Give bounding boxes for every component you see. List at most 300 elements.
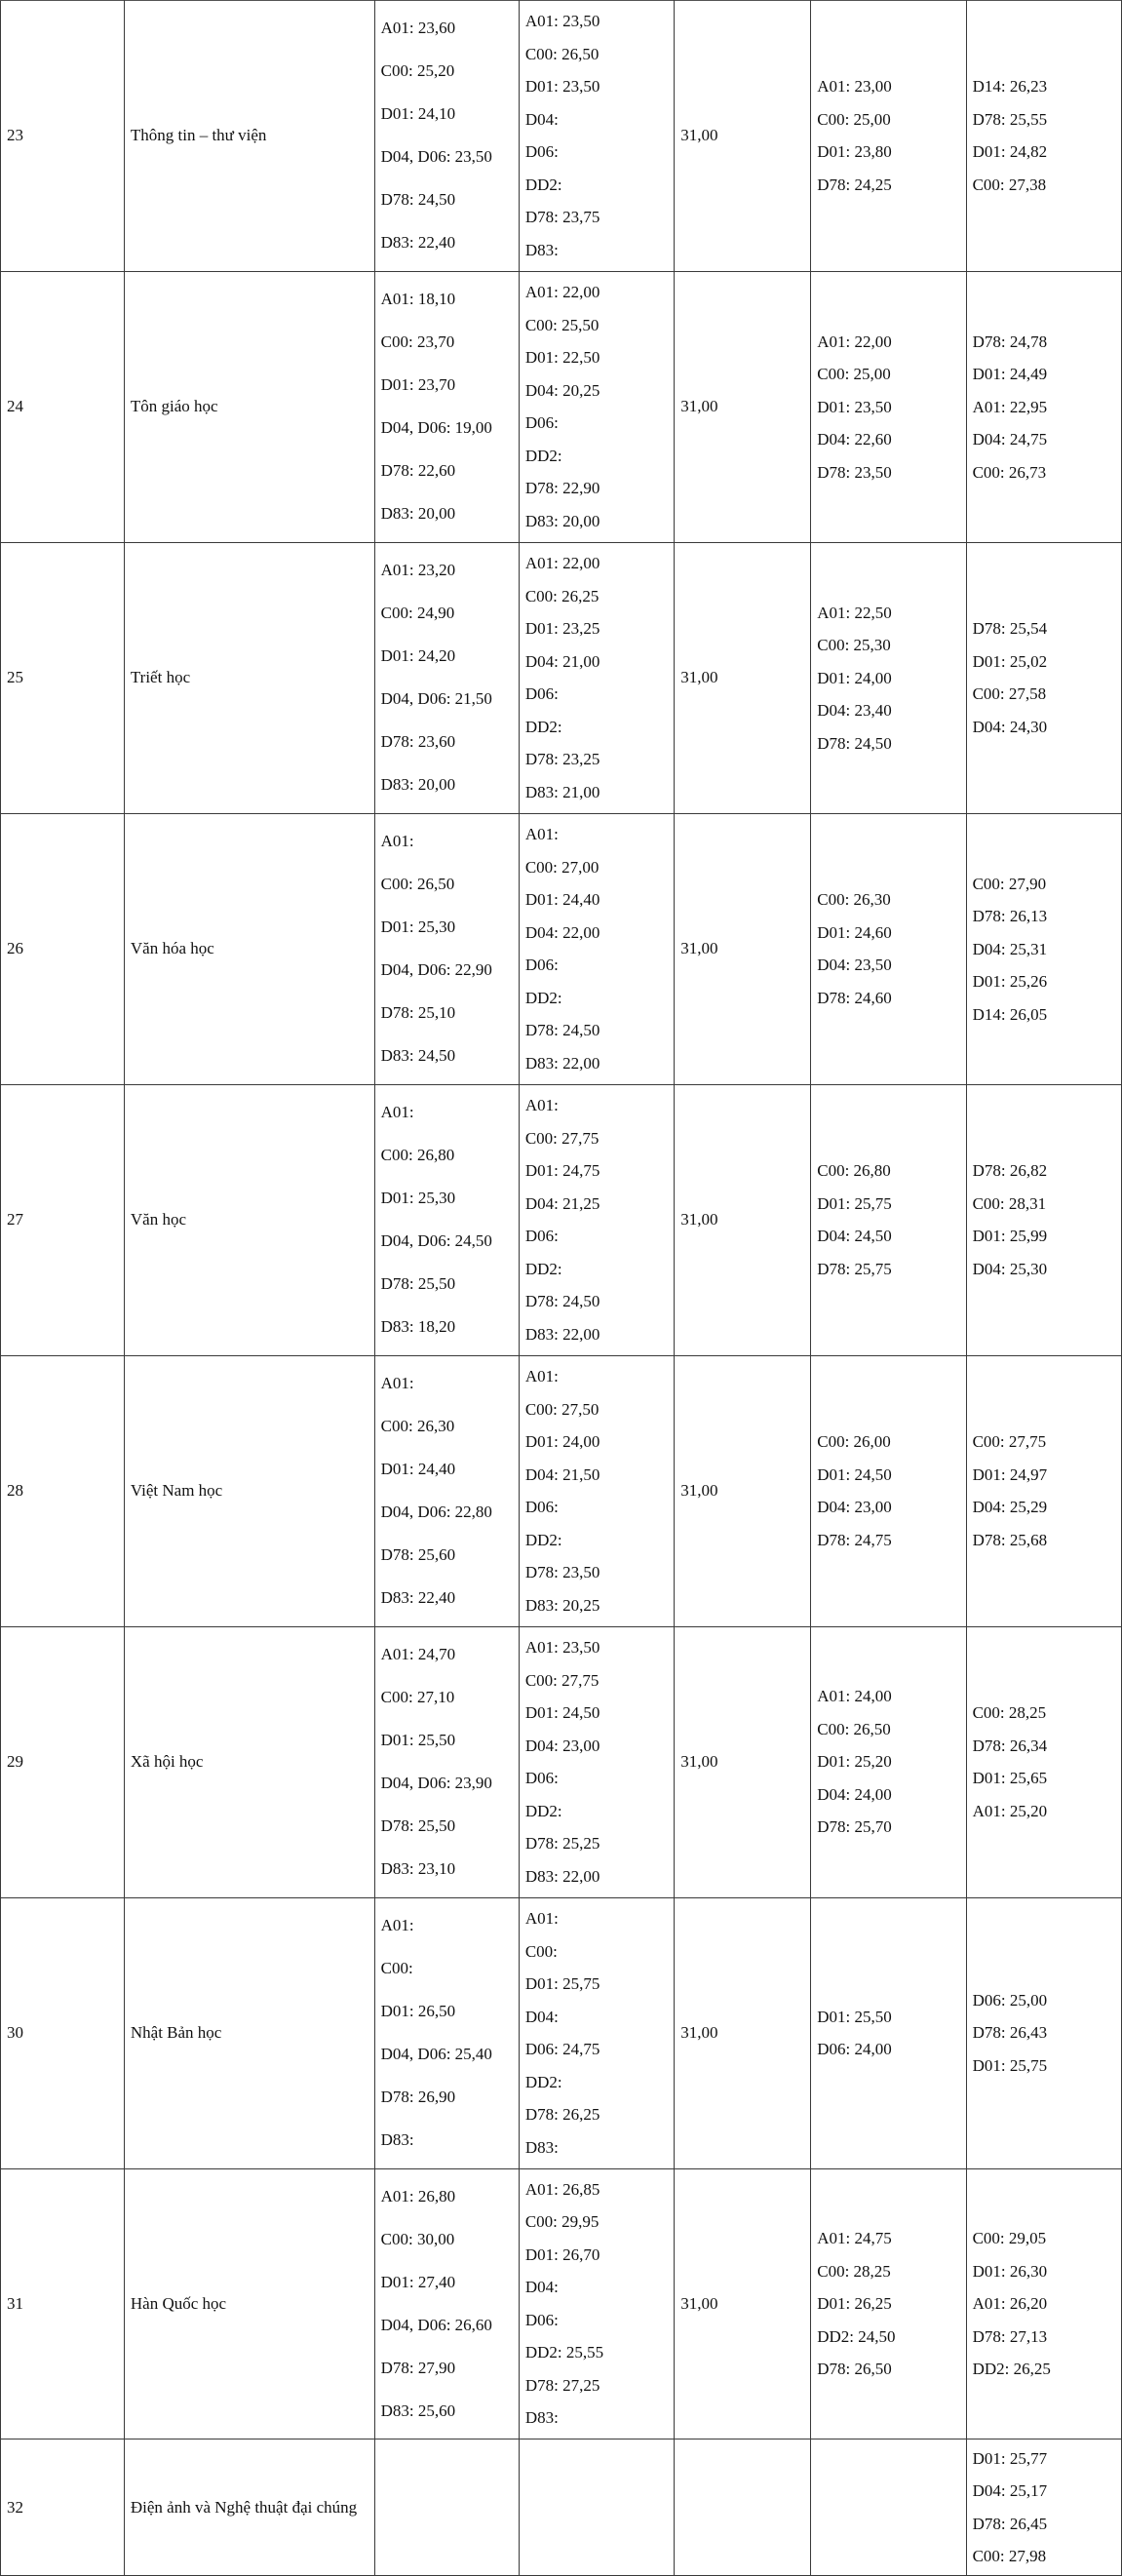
score-entry: A01: 22,50 [817, 603, 892, 622]
score-entry: D78: 24,50 [380, 190, 456, 210]
stt-cell [1, 271, 125, 542]
col-e-cell-list [973, 1697, 1115, 1827]
score-entry: C00: 27,90 [972, 874, 1047, 893]
col-e-cell-list [973, 326, 1115, 489]
col-d-cell [811, 1897, 966, 2168]
score-entry: D01: 22,50 [524, 348, 600, 368]
col-d-cell [811, 1084, 966, 1355]
score-entry: D01: 25,50 [817, 2007, 892, 2026]
score-entry: A01: 23,20 [380, 561, 456, 580]
score-entry: D78: 25,70 [817, 1817, 892, 1837]
score-entry: C00: 29,05 [972, 2229, 1047, 2248]
table-row [1, 1897, 1122, 2168]
col-c-cell [675, 1626, 811, 1897]
col-d-cell [811, 2168, 966, 2439]
score-entry: D06: [524, 684, 559, 704]
score-entry: D04, D06: 22,80 [380, 1503, 492, 1522]
score-entry: D14: 26,05 [972, 1004, 1048, 1024]
score-entry: A01: 22,95 [972, 397, 1048, 416]
score-entry: D83: 20,00 [524, 511, 600, 530]
score-entry: C00: 28,25 [817, 2261, 891, 2281]
score-entry: D06: [524, 142, 559, 162]
col-e-cell-list [973, 2442, 1115, 2573]
major-name-cell [124, 271, 374, 542]
col-d-cell-list [817, 1680, 959, 1844]
col-c-cell [675, 2168, 811, 2439]
score-entry: DD2: [524, 1801, 562, 1820]
col-b-cell [519, 1626, 674, 1897]
score-entry: D04, D06: 23,90 [380, 1774, 492, 1793]
table-row [1, 2168, 1122, 2439]
score-entry: DD2: [524, 1259, 562, 1278]
col-a-cell [374, 542, 519, 813]
score-entry: D01: 25,75 [972, 2055, 1048, 2075]
score-entry: C00: 25,00 [817, 109, 891, 129]
score-entry: D78: 27,25 [524, 2375, 600, 2395]
table-row [1, 542, 1122, 813]
score-entry: D04: 25,31 [972, 939, 1048, 958]
score-entry: D78: 25,10 [380, 1003, 456, 1023]
col-c-cell [675, 1084, 811, 1355]
score-entry: D78: 24,60 [817, 988, 892, 1007]
score-entry: C00: 26,30 [817, 890, 891, 910]
score-entry: A01: 26,20 [972, 2294, 1048, 2314]
score-entry: DD2: 24,50 [817, 2326, 896, 2346]
major-name: Nhật Bản học [130, 2023, 222, 2043]
col-e-cell-list [973, 1425, 1115, 1556]
table-row [1, 271, 1122, 542]
col-a-cell-list [381, 1362, 513, 1620]
stt-cell [1, 542, 125, 813]
score-entry: D83: 20,00 [380, 775, 456, 795]
score-entry: D01: 24,97 [972, 1464, 1048, 1484]
score-entry: D83: 20,25 [524, 1595, 600, 1615]
score-entry: D78: 27,90 [380, 2358, 456, 2377]
col-b-cell [519, 1897, 674, 2168]
col-a-cell-list [381, 1904, 513, 2162]
col-b-cell-list [525, 5, 668, 266]
col-c-value: 31,00 [680, 939, 718, 958]
score-entry: D78: 23,75 [524, 208, 600, 227]
score-entry: C00: 23,70 [380, 332, 455, 352]
major-name: Triết học [130, 668, 191, 687]
col-e-cell [966, 813, 1121, 1084]
score-entry: D01: 25,65 [972, 1769, 1048, 1788]
score-entry: C00: 26,50 [817, 1719, 891, 1738]
col-e-cell [966, 1897, 1121, 2168]
score-entry: D06: [524, 1769, 559, 1788]
table-row [1, 1626, 1122, 1897]
score-entry: D78: 25,50 [380, 1816, 456, 1836]
stt-cell [1, 2439, 125, 2576]
score-entry: D01: 24,40 [524, 890, 600, 910]
score-entry: D04: 24,50 [817, 1227, 892, 1246]
col-d-cell-list [817, 70, 959, 201]
score-entry: D78: 25,54 [972, 619, 1048, 639]
score-entry: D01: 26,25 [817, 2294, 892, 2314]
score-entry: A01: 26,80 [380, 2186, 456, 2205]
score-entry: D78: 25,50 [380, 1274, 456, 1294]
row-number: 32 [7, 2497, 23, 2517]
score-entry: D78: 23,60 [380, 732, 456, 752]
score-entry: DD2: [524, 717, 562, 736]
row-number: 29 [7, 1752, 23, 1772]
score-entry: A01: 22,00 [817, 332, 892, 351]
score-entry: C00: 25,00 [817, 365, 891, 384]
col-c-value: 31,00 [680, 1481, 718, 1501]
col-a-cell [374, 271, 519, 542]
score-entry: D06: [524, 956, 559, 975]
score-entry: D04, D06: 23,50 [380, 147, 492, 167]
col-a-cell [374, 1084, 519, 1355]
score-entry: DD2: 25,55 [524, 2343, 604, 2362]
score-entry: DD2: [524, 1530, 562, 1549]
major-name-cell [124, 813, 374, 1084]
col-c-value: 31,00 [680, 397, 718, 416]
row-number: 25 [7, 668, 23, 687]
score-entry: A01: 22,00 [524, 283, 600, 302]
score-entry: D78: 26,82 [972, 1161, 1048, 1181]
score-entry: D78: 24,50 [524, 1292, 600, 1311]
col-d-cell-list [817, 2222, 959, 2386]
score-entry: D01: 25,20 [817, 1752, 892, 1772]
stt-cell [1, 1355, 125, 1626]
major-name: Văn hóa học [130, 939, 214, 958]
col-a-cell [374, 2168, 519, 2439]
score-entry: D01: 23,70 [380, 375, 456, 395]
score-entry: D78: 23,50 [524, 1563, 600, 1582]
col-b-cell-list [525, 276, 668, 537]
score-entry: A01: 23,50 [524, 12, 600, 31]
score-entry: D01: 26,50 [380, 2002, 456, 2021]
score-entry: C00: 26,50 [524, 44, 600, 63]
score-entry: C00: 26,30 [380, 1417, 455, 1436]
score-entry: D06: [524, 1227, 559, 1246]
score-entry: D01: 25,02 [972, 651, 1048, 671]
col-e-cell-list [973, 1984, 1115, 2083]
score-entry: D04: 22,00 [524, 922, 600, 942]
score-entry: A01: 18,10 [380, 290, 456, 309]
score-entry: D01: 25,99 [972, 1227, 1048, 1246]
table-row [1, 1355, 1122, 1626]
score-entry: D83: 22,40 [380, 1588, 456, 1608]
score-entry: C00: 27,98 [972, 2547, 1047, 2566]
score-entry: D78: 24,78 [972, 332, 1048, 351]
col-e-cell [966, 1355, 1121, 1626]
score-entry: C00: 27,50 [524, 1399, 600, 1419]
col-e-cell-list [973, 1154, 1115, 1285]
score-entry: DD2: [524, 2072, 562, 2091]
col-d-cell [811, 1355, 966, 1626]
score-entry: D78: 26,25 [524, 2105, 600, 2125]
score-entry: C00: 25,50 [524, 315, 600, 334]
col-c-cell [675, 1, 811, 272]
col-d-cell-list [817, 597, 959, 761]
score-entry: D78: 26,45 [972, 2514, 1048, 2533]
stt-cell [1, 1, 125, 272]
score-entry: A01: [524, 1367, 559, 1386]
score-entry: D04: 20,25 [524, 380, 600, 400]
stt-cell [1, 813, 125, 1084]
col-a-cell-list [381, 278, 513, 535]
col-d-cell-list [817, 1154, 959, 1285]
col-b-cell-list [525, 1089, 668, 1350]
score-entry: D06: [524, 1498, 559, 1517]
score-entry: D83: 21,00 [524, 782, 600, 801]
score-entry: D04: 25,17 [972, 2481, 1048, 2501]
score-entry: DD2: 26,25 [972, 2360, 1051, 2379]
score-entry: D78: 26,43 [972, 2023, 1048, 2043]
col-d-cell [811, 542, 966, 813]
col-a-cell-list [381, 7, 513, 264]
col-e-cell [966, 1, 1121, 272]
col-b-cell-list [525, 1360, 668, 1621]
score-entry: D04: 25,29 [972, 1498, 1048, 1517]
col-c-value: 31,00 [680, 2293, 718, 2313]
col-d-cell-list [817, 883, 959, 1014]
major-name-cell [124, 2439, 374, 2576]
score-entry: D83: 23,10 [380, 1859, 456, 1879]
col-b-cell-list [525, 818, 668, 1079]
score-entry: D78: 22,90 [524, 479, 600, 498]
major-name: Việt Nam học [130, 1481, 223, 1501]
score-entry: D83: 25,60 [380, 2400, 456, 2420]
col-e-cell [966, 1084, 1121, 1355]
score-entry: D06: 24,00 [817, 2040, 892, 2059]
score-entry: D83: 22,00 [524, 1866, 600, 1886]
col-c-value: 31,00 [680, 2023, 718, 2043]
score-entry: A01: [380, 1103, 414, 1122]
score-entry: D04: 22,60 [817, 430, 892, 449]
score-entry: D01: 23,80 [817, 142, 892, 162]
score-entry: D04: 23,40 [817, 701, 892, 721]
score-entry: D01: 24,00 [817, 668, 892, 687]
score-entry: D78: 24,25 [817, 175, 892, 194]
score-entry: D04, D06: 22,90 [380, 960, 492, 980]
col-e-cell [966, 2439, 1121, 2576]
score-entry: C00: 26,00 [817, 1432, 891, 1452]
col-b-cell-list [525, 1631, 668, 1893]
col-a-cell [374, 1626, 519, 1897]
score-entry: D01: 24,50 [524, 1703, 600, 1723]
col-c-cell [675, 2439, 811, 2576]
score-entry: C00: 26,80 [817, 1161, 891, 1181]
score-entry: DD2: [524, 175, 562, 194]
score-entry: D04: [524, 2007, 559, 2026]
col-b-cell [519, 813, 674, 1084]
score-entry: C00: 25,30 [817, 636, 891, 655]
col-a-cell [374, 1355, 519, 1626]
score-entry: C00: 28,25 [972, 1703, 1047, 1723]
score-entry: D78: 26,34 [972, 1736, 1048, 1755]
score-entry: D04, D06: 21,50 [380, 689, 492, 709]
col-d-cell [811, 813, 966, 1084]
score-entry: D83: [524, 2137, 559, 2157]
score-entry: C00: [380, 1959, 413, 1978]
score-entry: D04: 24,00 [817, 1784, 892, 1804]
col-d-cell-list [817, 2001, 959, 2066]
score-entry: C00: 27,58 [972, 684, 1047, 704]
col-a-cell-list [381, 820, 513, 1077]
score-entry: D78: 24,75 [817, 1530, 892, 1549]
col-c-value: 31,00 [680, 1752, 718, 1772]
col-b-cell-list [525, 1902, 668, 2164]
row-number: 30 [7, 2023, 23, 2043]
col-e-cell-list [973, 70, 1115, 201]
table-row [1, 1, 1122, 272]
col-b-cell [519, 1084, 674, 1355]
score-entry: A01: 26,85 [524, 2179, 600, 2199]
row-number: 31 [7, 2293, 23, 2313]
score-entry: D04: 24,75 [972, 430, 1048, 449]
score-entry: D78: 26,13 [972, 907, 1048, 926]
score-entry: D78: 24,50 [817, 733, 892, 753]
score-entry: D01: 24,00 [524, 1432, 600, 1452]
score-entry: A01: 23,00 [817, 77, 892, 97]
score-entry: D01: 25,75 [524, 1974, 600, 1994]
score-entry: D01: 24,75 [524, 1161, 600, 1181]
col-e-cell [966, 2168, 1121, 2439]
col-c-cell [675, 542, 811, 813]
col-a-cell-list [381, 549, 513, 806]
score-entry: C00: [524, 1941, 558, 1961]
score-entry: D78: 27,13 [972, 2326, 1048, 2346]
score-entry: D01: 25,75 [817, 1193, 892, 1213]
score-entry: D06: [524, 2310, 559, 2329]
major-name: Thông tin – thư viện [130, 126, 267, 145]
score-entry: D01: 24,60 [817, 922, 892, 942]
major-name: Văn học [130, 1210, 186, 1229]
score-entry: C00: 27,75 [524, 1128, 600, 1148]
col-c-cell [675, 271, 811, 542]
col-b-cell [519, 1, 674, 272]
score-entry: D01: 26,30 [972, 2261, 1048, 2281]
score-entry: D78: 23,50 [817, 462, 892, 482]
major-name-cell [124, 1626, 374, 1897]
table-row [1, 1084, 1122, 1355]
score-entry: D04: 21,25 [524, 1193, 600, 1213]
col-a-cell [374, 1, 519, 272]
score-entry: D04: [524, 2278, 559, 2297]
stt-cell [1, 1626, 125, 1897]
score-entry: D01: 25,26 [972, 972, 1048, 992]
col-d-cell-list [817, 326, 959, 489]
col-d-cell [811, 2439, 966, 2576]
score-entry: D78: 23,25 [524, 750, 600, 769]
score-entry: C00: 24,90 [380, 604, 455, 623]
score-entry: D04: 23,00 [817, 1498, 892, 1517]
score-entry: C00: 25,20 [380, 61, 455, 81]
col-c-cell [675, 813, 811, 1084]
score-entry: D04, D06: 19,00 [380, 418, 492, 438]
score-entry: C00: 27,00 [524, 857, 600, 877]
major-name: Tôn giáo học [130, 397, 218, 416]
col-b-cell [519, 542, 674, 813]
score-entry: A01: [380, 1374, 414, 1393]
score-entry: D83: 24,50 [380, 1046, 456, 1066]
score-entry: D01: 25,30 [380, 1189, 456, 1208]
score-entry: D01: 24,49 [972, 365, 1048, 384]
col-b-cell [519, 1355, 674, 1626]
col-a-cell [374, 1897, 519, 2168]
score-entry: D01: 24,82 [972, 142, 1048, 162]
score-entry: C00: 28,31 [972, 1193, 1047, 1213]
major-name-cell [124, 1084, 374, 1355]
col-b-cell [519, 271, 674, 542]
score-entry: D04: 25,30 [972, 1259, 1048, 1278]
col-b-cell-list [525, 547, 668, 808]
score-entry: D78: 24,50 [524, 1021, 600, 1040]
score-entry: C00: 27,38 [972, 175, 1047, 194]
major-name: Hàn Quốc học [130, 2293, 227, 2313]
score-entry: D83: 20,00 [380, 504, 456, 524]
col-e-cell [966, 271, 1121, 542]
score-entry: D04: 23,50 [817, 956, 892, 975]
score-entry: D01: 25,77 [972, 2448, 1048, 2468]
major-name-cell [124, 1897, 374, 2168]
major-name-cell [124, 1355, 374, 1626]
score-entry: D04: 21,00 [524, 651, 600, 671]
col-a-cell [374, 2439, 519, 2576]
score-entry: A01: 24,70 [380, 1645, 456, 1664]
score-entry: D04, D06: 26,60 [380, 2315, 492, 2334]
score-entry: A01: 24,00 [817, 1687, 892, 1706]
col-b-cell-list [525, 2173, 668, 2435]
score-entry: A01: 23,50 [524, 1638, 600, 1658]
score-entry: A01: [380, 832, 414, 851]
score-entry: D78: 25,55 [972, 109, 1048, 129]
col-d-cell [811, 1626, 966, 1897]
score-entry: D06: [524, 413, 559, 433]
score-entry: A01: 25,20 [972, 1801, 1048, 1820]
major-name-cell [124, 2168, 374, 2439]
col-b-cell [519, 2439, 674, 2576]
score-entry: D06: 25,00 [972, 1990, 1048, 2010]
stt-cell [1, 1084, 125, 1355]
row-number: 28 [7, 1481, 23, 1501]
score-entry: D83: [380, 2130, 414, 2150]
row-number: 27 [7, 1210, 23, 1229]
score-entry: C00: 26,73 [972, 462, 1047, 482]
col-a-cell-list [381, 1633, 513, 1891]
score-entry: D78: 26,50 [817, 2360, 892, 2379]
major-name: Điện ảnh và Nghệ thuật đại chúng [130, 2497, 358, 2517]
score-entry: C00: 26,80 [380, 1146, 455, 1165]
score-entry: C00: 27,75 [524, 1670, 600, 1690]
score-entry: D78: 25,60 [380, 1545, 456, 1565]
col-e-cell-list [973, 868, 1115, 1032]
score-entry: D04, D06: 25,40 [380, 2045, 492, 2064]
score-entry: DD2: [524, 446, 562, 465]
col-a-cell-list [381, 2175, 513, 2433]
score-entry: D83: [524, 240, 559, 259]
stt-cell [1, 2168, 125, 2439]
score-entry: D06: 24,75 [524, 2040, 600, 2059]
score-entry: C00: 27,75 [972, 1432, 1047, 1452]
table-row [1, 2439, 1122, 2576]
col-e-cell-list [973, 2222, 1115, 2386]
score-entry: D78: 25,25 [524, 1834, 600, 1854]
col-c-cell [675, 1355, 811, 1626]
score-entry: D83: 22,40 [380, 233, 456, 253]
major-name-cell [124, 542, 374, 813]
score-entry: C00: 29,95 [524, 2212, 600, 2232]
col-a-cell [374, 813, 519, 1084]
col-d-cell [811, 1, 966, 272]
score-entry: D01: 24,20 [380, 646, 456, 666]
score-entry: C00: 26,50 [380, 875, 455, 894]
score-entry: D01: 23,50 [524, 77, 600, 97]
